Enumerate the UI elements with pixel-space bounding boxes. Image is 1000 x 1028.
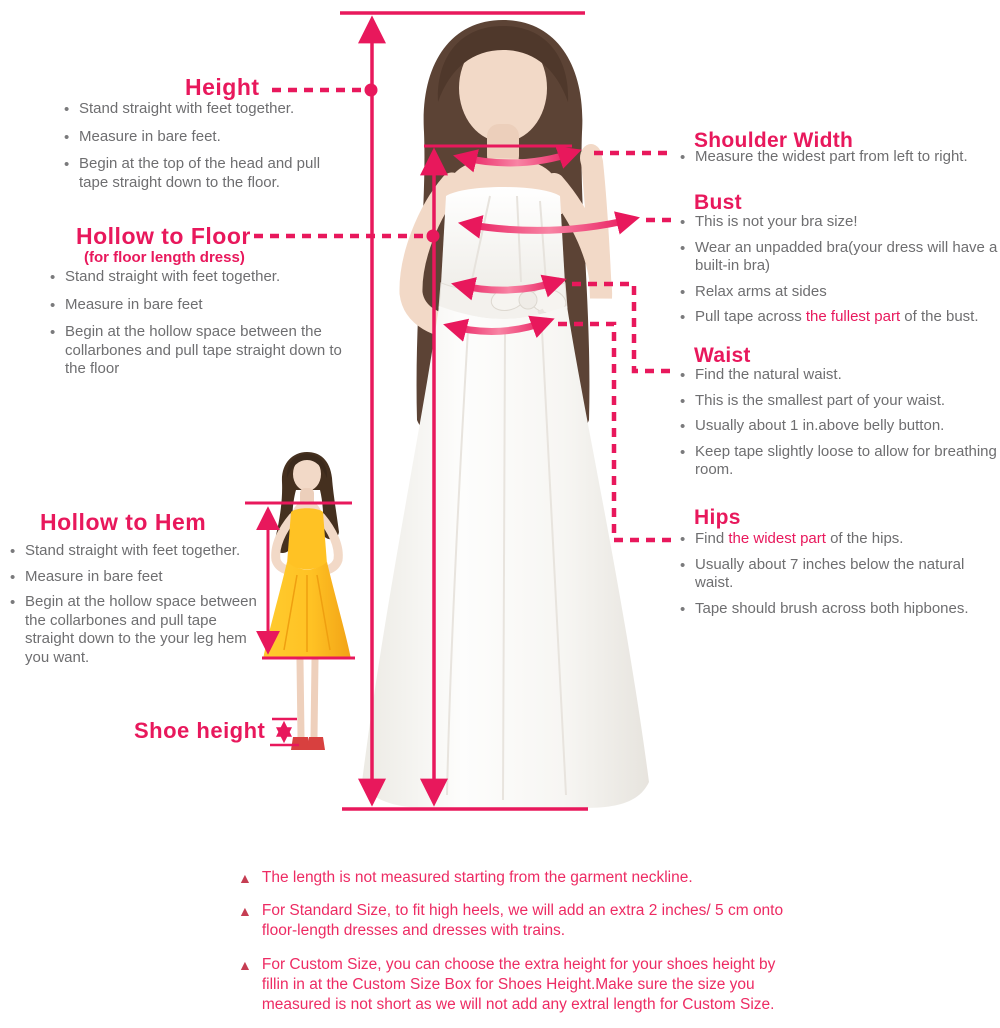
model-face [459, 34, 547, 142]
instruction-item: • Usually about 1 in.above belly button. [678, 417, 998, 436]
shoulder-width-title: Shoulder Width [694, 129, 854, 152]
mini-hair-front [287, 454, 327, 478]
waist-arrow [458, 281, 560, 290]
mini-leg [314, 660, 315, 737]
mini-skirt-fold [317, 575, 330, 650]
instruction-item: • Usually about 7 inches below the natural waist. [678, 556, 1000, 593]
mini-dress-bodice [287, 508, 327, 569]
warning-triangle-icon: ▲ [238, 956, 252, 973]
instruction-item: • Find the widest part of the hips. [678, 530, 1000, 549]
hips-instructions [678, 530, 1000, 625]
girth-arrows [450, 152, 633, 331]
mini-neck [300, 488, 314, 506]
mini-dress-skirt [263, 562, 351, 659]
notes-list [238, 868, 796, 1028]
mini-shoe [306, 737, 325, 750]
skirt-fold [503, 332, 505, 800]
warning-triangle-icon: ▲ [238, 903, 252, 920]
skirt-fold [447, 330, 468, 795]
mini-hair [273, 452, 339, 553]
hollow-to-hem-instructions [8, 542, 260, 675]
mini-shoe [291, 737, 309, 750]
note-item [238, 868, 796, 888]
instruction-item: • Stand straight with feet together. [62, 100, 344, 119]
instruction-item: • Stand straight with feet together. [8, 542, 260, 561]
instruction-item: • This is not your bra size! [678, 213, 998, 232]
hollow-to-floor-subtitle: (for floor length dress) [84, 249, 245, 266]
shoe-height-title: Shoe height [134, 718, 266, 743]
instruction-item: • Measure in bare feet [48, 296, 348, 315]
instruction-item: • Measure in bare feet. [62, 128, 344, 147]
model-figure [362, 20, 649, 808]
note-text: The length is not measured starting from the garment neckline. [261, 869, 693, 886]
model-hair [417, 20, 590, 434]
instruction-item: • Measure the widest part from left to right. [678, 148, 996, 167]
dress-bodice [441, 187, 565, 295]
instruction-item: • This is the smallest part of your waist. [678, 392, 998, 411]
instruction-item: • Find the natural waist. [678, 366, 998, 385]
hips-connector [558, 324, 674, 540]
model-left-arm [411, 184, 464, 329]
mini-leg [300, 660, 301, 737]
waist-title: Waist [694, 344, 751, 367]
waist-connector [572, 284, 674, 371]
mini-right-arm [317, 517, 338, 571]
bodice-fold [472, 196, 490, 280]
bust-arrow [465, 219, 633, 230]
mini-chest [292, 501, 322, 521]
model-hair-front [438, 26, 568, 102]
hollow-connector-dot [427, 230, 440, 243]
instruction-item: • Keep tape slightly loose to allow for breathing room. [678, 443, 998, 480]
note-item [238, 955, 796, 1015]
instruction-item: • Begin at the hollow space between the collarbones and pull tape straight down to the your leg hem you want. [8, 593, 260, 667]
height-connector-dot [365, 84, 378, 97]
note-text: For Custom Size, you can choose the extra height for your shoes height by fillin in at the Custom Size Box for Shoes Height.Make sure the size you measured is not short as we will not add any extral length for Custom Size. [261, 955, 776, 1013]
bodice-fold [540, 201, 546, 282]
shoulder-width-instructions [678, 148, 996, 174]
instruction-item: • Tape should brush across both hipbones. [678, 600, 1000, 619]
bodice-fold [517, 196, 521, 282]
hollow-to-hem-title: Hollow to Hem [40, 509, 207, 535]
note-text: For Standard Size, to fit high heels, we will add an extra 2 inches/ 5 cm onto floor-length dresses and dresses with trains. [261, 902, 784, 940]
instruction-item: • Wear an unpadded bra(your dress will have a built-in bra) [678, 239, 998, 276]
shoulder-width-arrow [460, 152, 575, 163]
instruction-item: • Relax arms at sides [678, 283, 998, 302]
mini-skirt-fold [284, 575, 297, 650]
instruction-item: • Measure in bare feet [8, 568, 260, 587]
model-right-hand [580, 144, 602, 172]
dress-skirt [362, 306, 649, 808]
dress-waistband [439, 283, 567, 319]
skirt-fold [542, 330, 566, 795]
bust-title: Bust [694, 191, 742, 214]
waist-instructions [678, 366, 998, 487]
dress-bow [489, 284, 568, 366]
mini-face [293, 457, 321, 491]
height-instructions [62, 100, 344, 201]
hollow-to-floor-title: Hollow to Floor [76, 223, 251, 249]
mini-figure [263, 452, 351, 750]
model-right-arm [554, 162, 601, 298]
instruction-item: • Pull tape across the fullest part of the bust. [678, 308, 998, 327]
warning-triangle-icon: ▲ [238, 870, 252, 886]
hips-arrow [450, 321, 548, 331]
bust-instructions [678, 213, 998, 334]
mini-left-arm [276, 517, 297, 571]
instruction-item: • Stand straight with feet together. [48, 268, 348, 287]
model-neck [487, 124, 519, 168]
height-title: Height [185, 74, 260, 100]
instruction-item: • Begin at the top of the head and pull tape straight down to the floor. [62, 155, 344, 192]
instruction-item: • Begin at the hollow space between the collarbones and pull tape straight down to the floor [48, 323, 348, 379]
hips-title: Hips [694, 506, 741, 529]
model-shoulders [444, 158, 562, 214]
hollow-to-floor-instructions [48, 268, 348, 388]
note-item [238, 901, 796, 941]
